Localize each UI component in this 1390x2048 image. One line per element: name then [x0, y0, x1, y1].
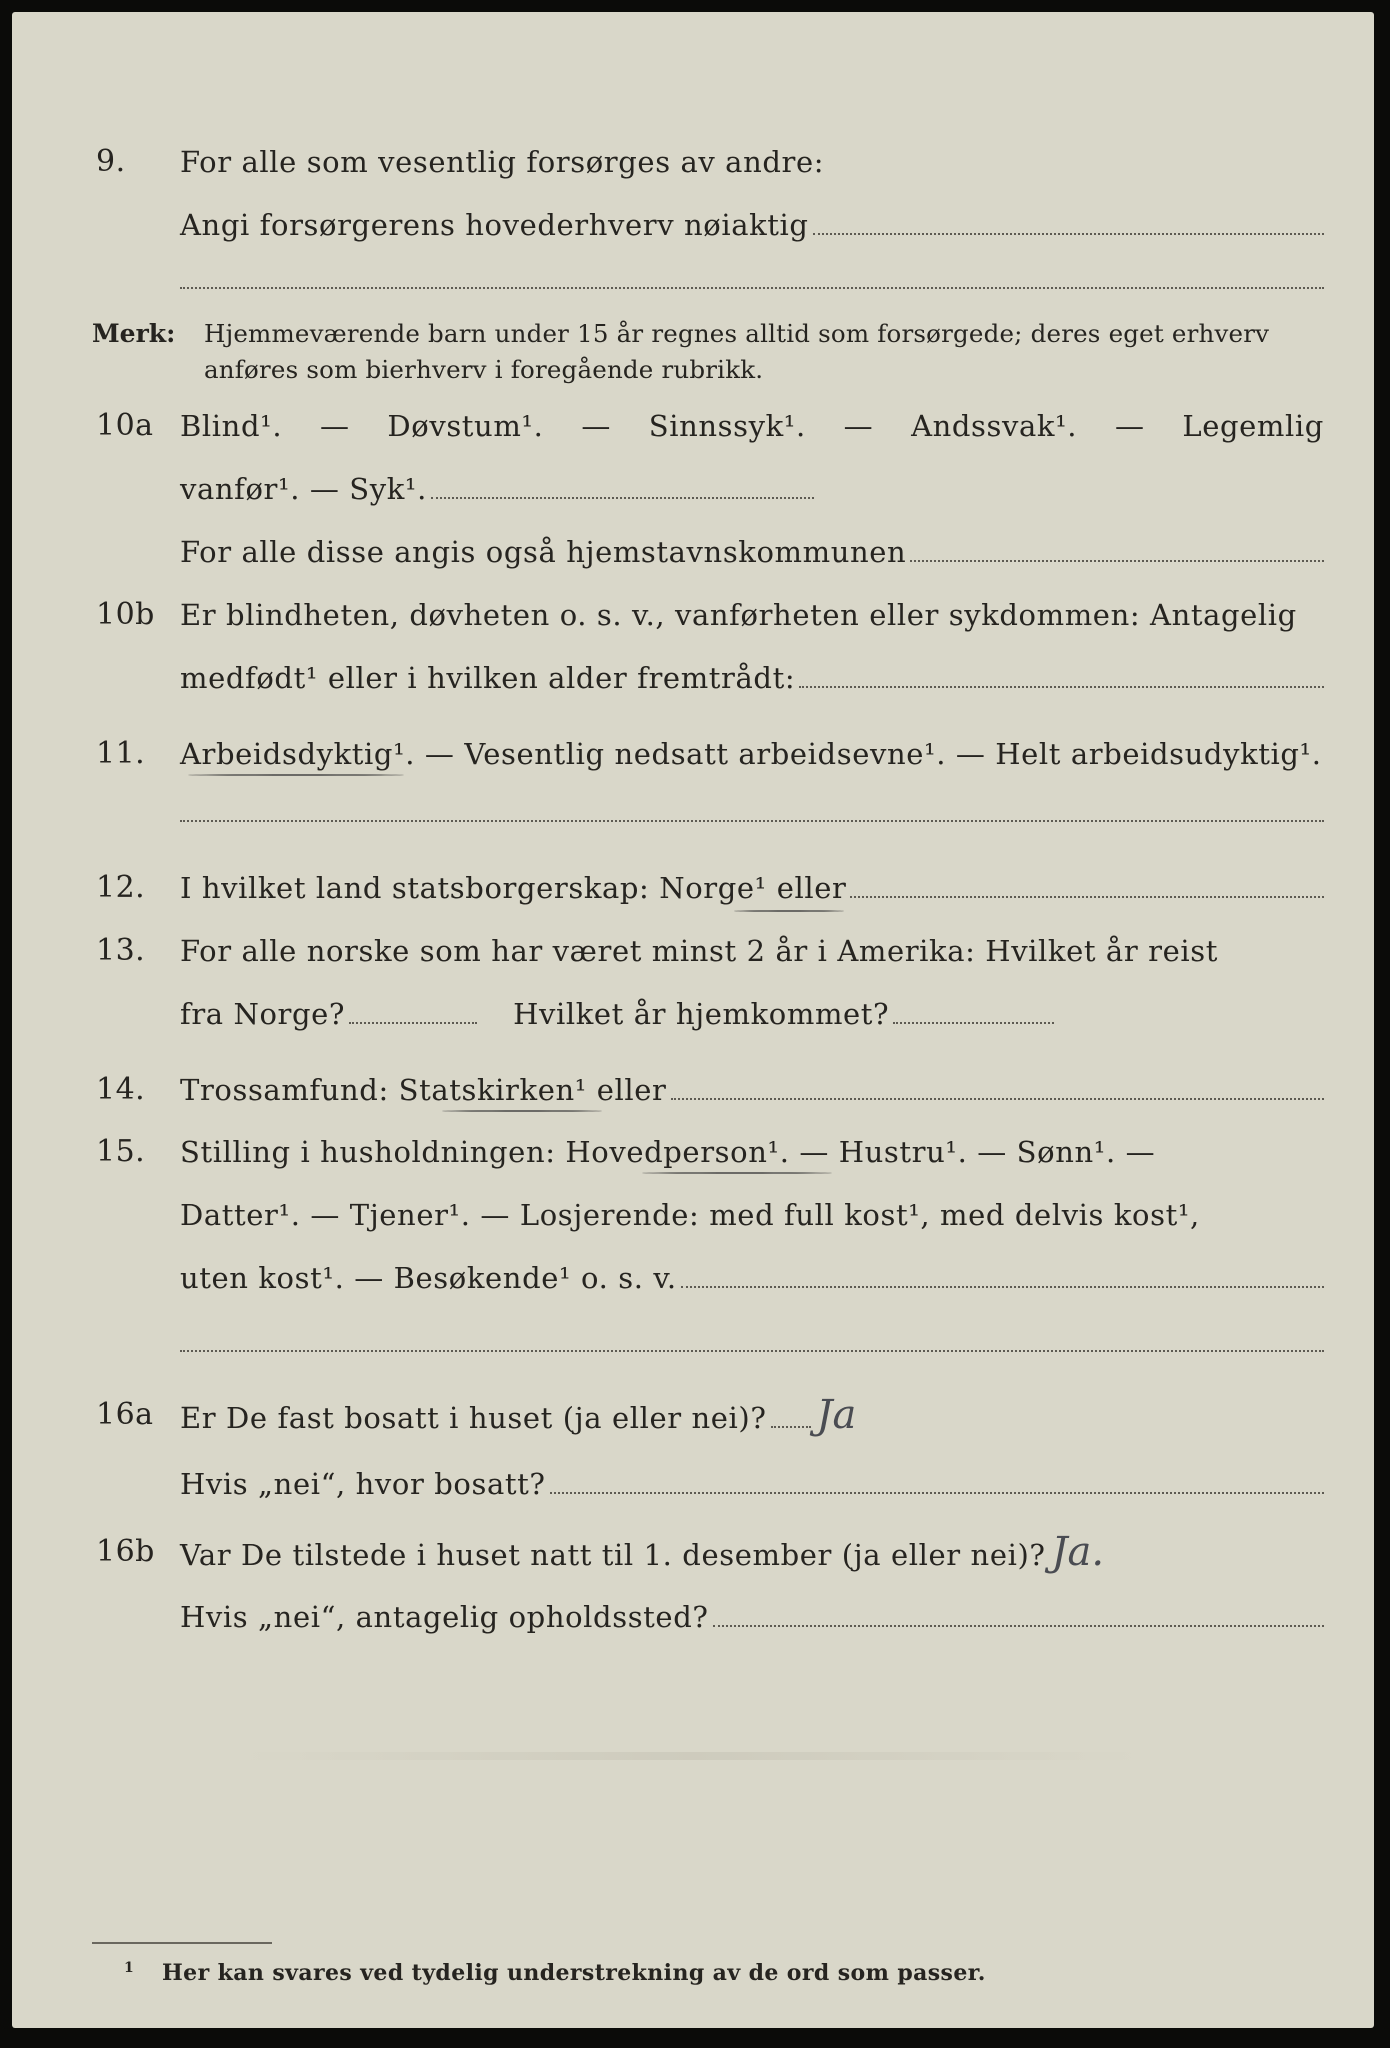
- footnote-mark: 1: [124, 1960, 135, 1976]
- question-text: For alle som vesentlig forsørges av andre:: [180, 145, 825, 179]
- separator: —: [581, 409, 611, 443]
- answer-field[interactable]: [180, 820, 1324, 822]
- census-form-page: [12, 12, 1374, 2028]
- item-16a-line-2: [12, 1464, 1374, 1504]
- item-15-line-3: [12, 1258, 1374, 1298]
- separator: —: [1114, 409, 1145, 443]
- handwritten-answer: Ja.: [1051, 1529, 1105, 1575]
- handwritten-underline: [188, 774, 404, 776]
- answer-field-return-year[interactable]: [893, 1021, 1054, 1024]
- item-16b-line-2: [12, 1597, 1374, 1637]
- question-text: Arbeidsdyktig¹. — Vesentlig nedsatt arbeidsevne¹. — Helt arbeidsudyktig¹.: [180, 737, 1322, 771]
- separator: —: [843, 409, 874, 443]
- answer-field[interactable]: [180, 287, 1324, 289]
- option-andssvak[interactable]: Andssvak¹.: [911, 409, 1078, 443]
- handwritten-answer: Ja: [816, 1392, 857, 1438]
- item-number: 13.: [96, 933, 146, 968]
- question-text: vanfør¹. — Syk¹.: [180, 472, 427, 506]
- item-9-line-2: [12, 205, 1374, 245]
- item-15-line-2: [12, 1195, 1374, 1235]
- question-text: Trossamfund: Statskirken¹ eller: [180, 1073, 667, 1107]
- question-text: Stilling i husholdningen: Hovedperson¹. — Hustru¹. — Sønn¹. —: [180, 1135, 1156, 1169]
- item-15: [12, 1132, 1374, 1172]
- answer-field[interactable]: [910, 559, 1324, 562]
- question-text: Var De tilstede i huset natt til 1. desember (ja eller nei)?: [180, 1538, 1046, 1572]
- answer-field-departure-year[interactable]: [349, 1021, 477, 1024]
- item-number: 10b: [96, 597, 155, 632]
- question-text: Er De fast bosatt i huset (ja eller nei)?: [180, 1401, 767, 1435]
- option-blind[interactable]: Blind¹.: [180, 409, 283, 443]
- option-list: [180, 406, 1324, 446]
- item-number: 9.: [96, 144, 126, 179]
- footnote: [124, 1960, 986, 1986]
- faint-show-through: [242, 1752, 1142, 1760]
- answer-field[interactable]: [813, 232, 1324, 235]
- footnote-rule: [92, 1942, 272, 1944]
- item-12: [12, 868, 1374, 908]
- answer-field[interactable]: [771, 1425, 811, 1428]
- item-16b: [12, 1529, 1374, 1575]
- question-text: Hvis „nei“, antagelig opholdssted?: [180, 1600, 709, 1634]
- note-text: anføres som bierhverv i foregående rubrikk.: [204, 355, 764, 384]
- item-number: 16a: [96, 1397, 154, 1432]
- item-10a-line-2: [12, 469, 1374, 509]
- question-text: For alle norske som har været minst 2 år i Amerika: Hvilket år reist: [180, 934, 1218, 968]
- item-number: 11.: [96, 736, 146, 771]
- question-text: Hvis „nei“, hvor bosatt?: [180, 1467, 546, 1501]
- question-text: For alle disse angis også hjemstavnskommunen: [180, 535, 907, 569]
- item-16a: [12, 1392, 1374, 1438]
- note-text: Hjemmeværende barn under 15 år regnes alltid som forsørgede; deres eget erhverv: [204, 319, 1270, 348]
- answer-field[interactable]: [713, 1624, 1324, 1627]
- item-number: 10a: [96, 408, 154, 443]
- answer-field[interactable]: [550, 1491, 1324, 1494]
- answer-field[interactable]: [681, 1285, 1324, 1288]
- answer-field[interactable]: [850, 895, 1324, 898]
- handwritten-underline: [442, 1110, 602, 1112]
- item-10b: [12, 595, 1374, 635]
- item-10a: [12, 406, 1374, 446]
- item-number: 15.: [96, 1134, 146, 1169]
- item-10b-line-2: [12, 658, 1374, 698]
- item-11: [12, 734, 1374, 774]
- option-legemlig[interactable]: Legemlig: [1182, 409, 1324, 443]
- item-14: [12, 1070, 1374, 1110]
- separator: —: [319, 409, 350, 443]
- handwritten-underline: [642, 1172, 832, 1174]
- item-13: [12, 931, 1374, 971]
- option-dovstum[interactable]: Døvstum¹.: [387, 409, 544, 443]
- item-9: [12, 142, 1374, 182]
- answer-field[interactable]: [180, 1350, 1324, 1352]
- question-text: medfødt¹ eller i hvilken alder fremtrådt:: [180, 661, 796, 695]
- answer-field[interactable]: [671, 1097, 1324, 1100]
- footnote-text: Her kan svares ved tydelig understrekning av de ord som passer.: [162, 1960, 986, 1986]
- question-text: fra Norge?: [180, 997, 346, 1031]
- question-text: Datter¹. — Tjener¹. — Losjerende: med full kost¹, med delvis kost¹,: [180, 1198, 1200, 1232]
- item-number: 16b: [96, 1534, 155, 1569]
- question-text: Angi forsørgerens hovederhverv nøiaktig: [180, 208, 809, 242]
- answer-field[interactable]: [431, 496, 814, 499]
- question-text: I hvilket land statsborgerskap: Norge¹ eller: [180, 871, 847, 905]
- item-10a-line-3: [12, 532, 1374, 572]
- item-13-line-2: [12, 994, 1374, 1034]
- option-sinnssyk[interactable]: Sinnssyk¹.: [648, 409, 806, 443]
- item-number: 12.: [96, 870, 146, 905]
- item-number: 14.: [96, 1072, 146, 1107]
- handwritten-underline: [734, 910, 844, 912]
- question-text: uten kost¹. — Besøkende¹ o. s. v.: [180, 1261, 677, 1295]
- question-text: Er blindheten, døvheten o. s. v., vanførheten eller sykdommen: Antagelig: [180, 598, 1297, 632]
- question-text: Hvilket år hjemkommet?: [513, 997, 890, 1031]
- note-label: Merk:: [92, 319, 176, 348]
- answer-field[interactable]: [799, 685, 1324, 688]
